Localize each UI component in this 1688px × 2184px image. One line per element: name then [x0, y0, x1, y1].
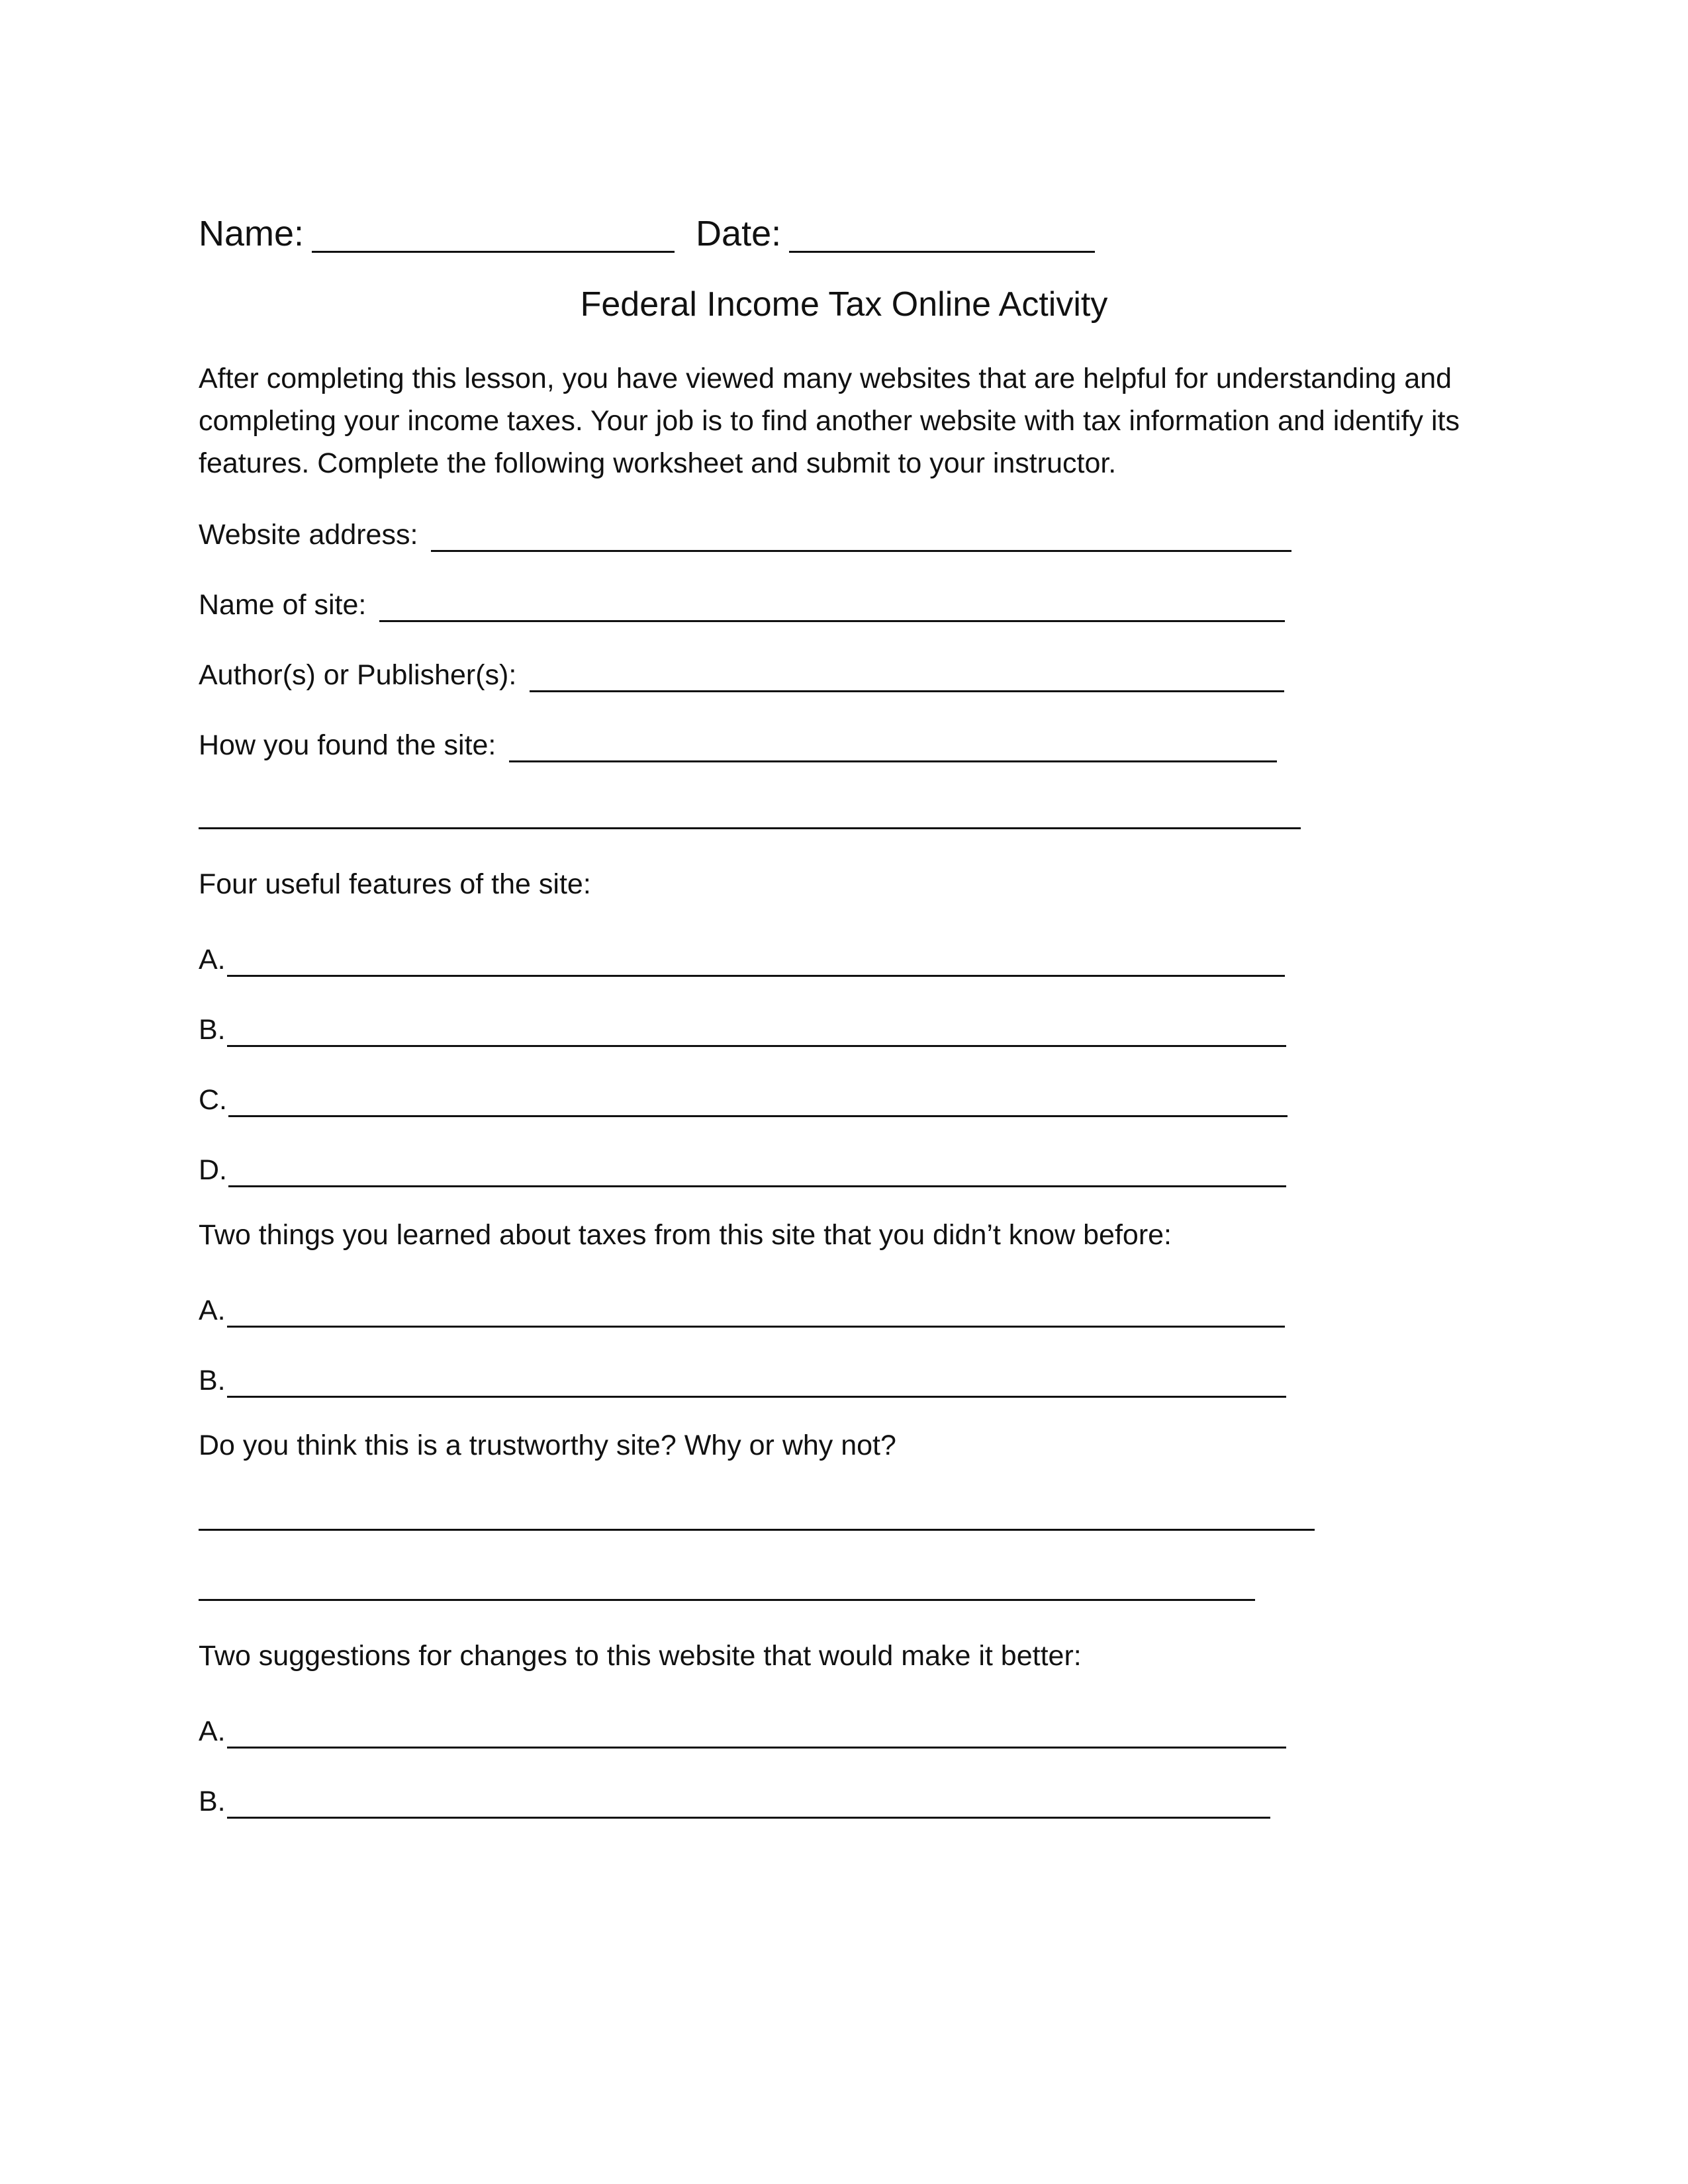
feature-item-d-label: D. [199, 1154, 227, 1186]
suggestion-item-b-blank[interactable] [227, 1790, 1270, 1819]
trustworthy-answer-line-1[interactable] [199, 1529, 1315, 1531]
authors-blank[interactable] [530, 664, 1284, 692]
feature-item-c-blank[interactable] [228, 1089, 1288, 1117]
worksheet-title: Federal Income Tax Online Activity [580, 285, 1108, 324]
name-blank[interactable] [312, 219, 675, 253]
feature-item-c-label: C. [199, 1084, 227, 1116]
site-name-blank[interactable] [379, 594, 1285, 622]
intro-paragraph: After completing this lesson, you have viewed many websites that are helpful for understanding and completing your income taxes. Your job is to find another website with tax information and identify its features. Complete the following worksheet and submit to your instructor. [199, 363, 1460, 479]
learned-item-a-label: A. [199, 1295, 226, 1326]
feature-item-d [199, 1145, 1286, 1185]
suggestion-item-b [199, 1776, 1270, 1816]
suggestion-item-a-label: A. [199, 1715, 226, 1747]
site-name-row [199, 580, 1285, 619]
site-name-label: Name of site: [199, 589, 367, 621]
how-found-continuation-line[interactable] [199, 827, 1301, 829]
header-row [199, 199, 1095, 251]
feature-item-b-blank[interactable] [227, 1019, 1286, 1047]
suggestion-item-a [199, 1706, 1286, 1746]
date-label: Date: [696, 214, 782, 253]
date-blank[interactable] [789, 219, 1095, 253]
learned-item-a [199, 1285, 1285, 1325]
learned-item-b [199, 1355, 1286, 1395]
feature-item-b [199, 1005, 1286, 1044]
feature-item-b-label: B. [199, 1014, 226, 1046]
feature-item-a-blank[interactable] [227, 948, 1285, 977]
learned-item-a-blank[interactable] [227, 1299, 1285, 1328]
learned-question: Two things you learned about taxes from this site that you didn’t know before: [199, 1219, 1172, 1251]
how-found-blank[interactable] [509, 734, 1277, 762]
suggestion-item-b-label: B. [199, 1786, 226, 1817]
website-address-label: Website address: [199, 519, 418, 551]
feature-item-a [199, 934, 1285, 974]
authors-row [199, 650, 1284, 690]
suggestions-question: Two suggestions for changes to this website that would make it better: [199, 1640, 1082, 1672]
name-label: Name: [199, 214, 305, 253]
website-address-blank[interactable] [431, 523, 1291, 552]
how-found-row [199, 720, 1277, 760]
feature-item-a-label: A. [199, 944, 226, 976]
authors-label: Author(s) or Publisher(s): [199, 659, 517, 691]
learned-item-b-blank[interactable] [227, 1369, 1286, 1398]
website-address-row [199, 510, 1291, 549]
learned-item-b-label: B. [199, 1365, 226, 1396]
suggestion-item-a-blank[interactable] [227, 1720, 1286, 1749]
feature-item-d-blank[interactable] [228, 1159, 1286, 1187]
how-found-label: How you found the site: [199, 729, 496, 761]
feature-item-c [199, 1075, 1288, 1115]
trustworthy-question: Do you think this is a trustworthy site? Why or why not? [199, 1430, 896, 1461]
features-question: Four useful features of the site: [199, 868, 591, 900]
trustworthy-answer-line-2[interactable] [199, 1599, 1255, 1601]
